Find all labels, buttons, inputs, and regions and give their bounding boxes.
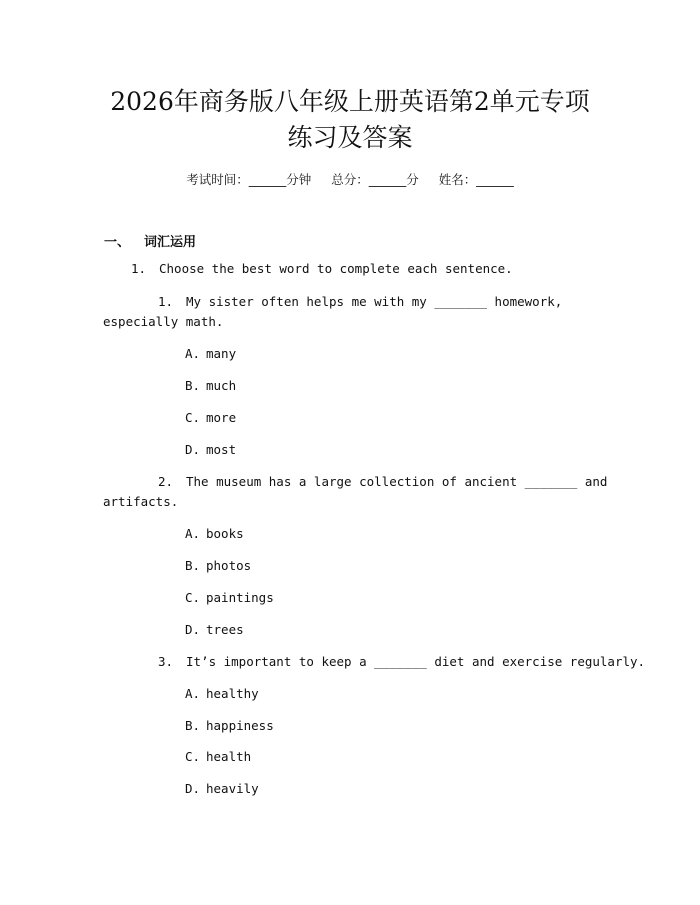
part-number: 1. [131,261,147,276]
option-text: books [206,526,244,541]
option-text: more [206,410,237,425]
option-text: paintings [206,590,274,605]
option-letter: C. [185,749,201,764]
option-letter: A. [185,686,201,701]
option-letter: D. [185,622,201,637]
question-number: 1. [158,294,174,309]
question-text: The museum has a large collection of ancient _______ and [186,474,608,489]
option-letter: B. [185,378,201,393]
question-1 [158,294,562,309]
section-heading [104,231,196,250]
option-letter: D. [185,781,201,796]
exam-score-field: 总分：______分 [331,172,419,187]
exam-name-field: 姓名：______ [438,172,514,187]
option-text: heavily [206,781,259,796]
option-1a[interactable] [185,346,236,361]
option-2b[interactable] [185,558,251,573]
option-1b[interactable] [185,378,236,393]
question-1-continuation: especially math. [103,314,224,329]
option-text: healthy [206,686,259,701]
part-instruction [131,261,513,276]
option-text: much [206,378,237,393]
option-letter: A. [185,346,201,361]
question-text: My sister often helps me with my _______ homework, [186,294,563,309]
option-3c[interactable] [185,749,251,764]
option-text: most [206,442,237,457]
option-letter: B. [185,558,201,573]
option-letter: C. [185,410,201,425]
option-text: trees [206,622,244,637]
option-1d[interactable] [185,442,236,457]
section-number: 一、 [104,235,131,250]
option-3a[interactable] [185,686,259,701]
question-3 [158,654,645,669]
option-2d[interactable] [185,622,244,637]
exam-time-field: 考试时间：______分钟 [186,172,312,187]
option-letter: A. [185,526,201,541]
part-instruction-text: Choose the best word to complete each sentence. [159,261,513,276]
question-2 [158,474,607,489]
option-text: happiness [206,718,274,733]
section-title: 词汇运用 [144,235,197,250]
document-title-line-2: 练习及答案 [287,123,413,152]
option-letter: C. [185,590,201,605]
option-letter: D. [185,442,201,457]
option-2c[interactable] [185,590,274,605]
question-2-continuation: artifacts. [103,494,179,509]
option-text: health [206,749,252,764]
question-number: 3. [158,654,174,669]
option-2a[interactable] [185,526,244,541]
question-number: 2. [158,474,174,489]
exam-info [0,170,700,188]
option-1c[interactable] [185,410,236,425]
option-text: many [206,346,237,361]
option-3b[interactable] [185,718,274,733]
option-text: photos [206,558,252,573]
option-3d[interactable] [185,781,259,796]
option-letter: B. [185,718,201,733]
question-text: It’s important to keep a _______ diet and exercise regularly. [186,654,646,669]
document-title-line-1: 2026年商务版八年级上册英语第2单元专项 [110,87,590,116]
